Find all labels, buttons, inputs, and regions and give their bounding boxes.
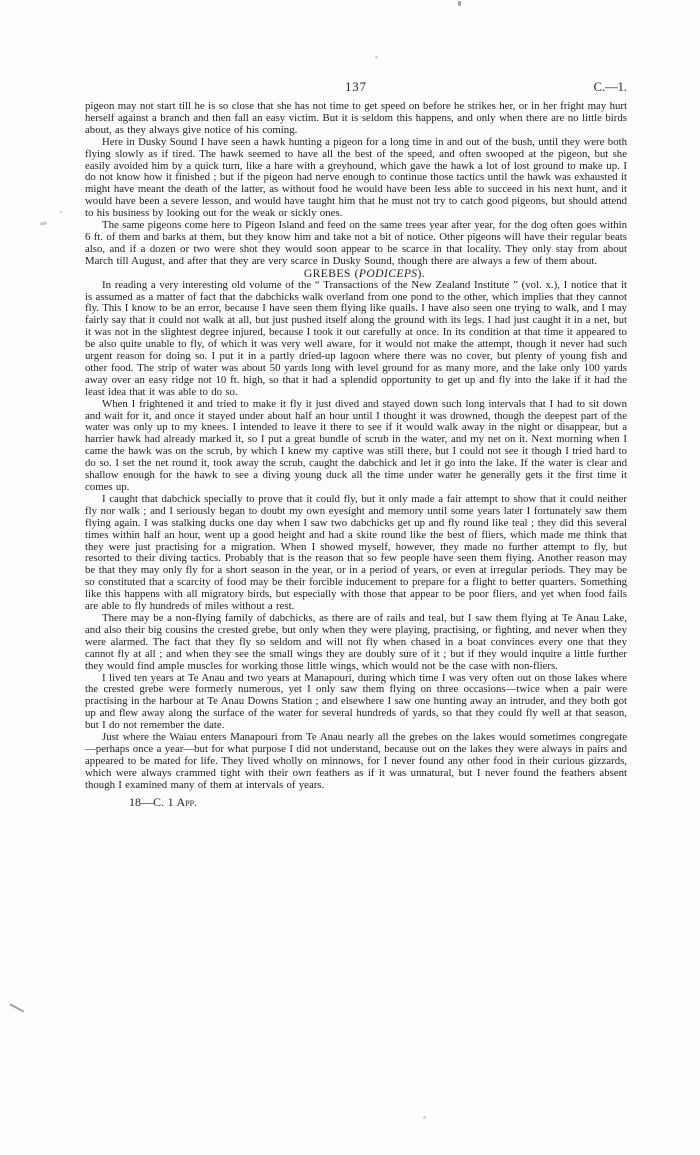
paragraph-te-anau-years: I lived ten years at Te Anau and two years at Manapouri, during which time I was very often out on those lakes where the crested grebe were formerly numerous, yet I only saw them flying on three occasions—twice when a pair were practising in the harbour at Te Anau Downs Station ; and elsewhere I saw one hunting away an intruder, and they both got up and flew away along the surface of the water for several hundreds of yards, so that they could fly well at that season, but I do not remember the date. <box>85 671 627 732</box>
scan-speck <box>458 1 461 6</box>
margin-pen-mark <box>10 1003 25 1012</box>
running-head <box>85 80 627 96</box>
heading-species-name: PODICEPS <box>358 266 418 280</box>
scan-speck <box>423 1116 426 1119</box>
scan-speck <box>40 221 47 225</box>
paragraph-transactions-dabchick: In reading a very interesting old volume of the “ Transactions of the New Zealand Institute ” (vol. x.), I notice that it is assumed as a matter of fact that the dabchicks walk overland from one pond to the other, which implies that they cannot fly. This I know to be an error, because I have seen them flying like quails. I have also seen one trying to walk, and I may fairly say that it could not walk at all, but just pushed itself along the ground with its legs. I had just caught it in a net, but it was not in the slightest degree injured, because I took it out carefully at once. In its condition at that time it appeared to be also quite unable to fly, of which it was very well aware, for it would not make the attempt, though it never had such urgent reason for doing so. I put it in a partly dried-up lagoon where there was no cover, but plenty of young fish and other food. The strip of water was about 50 yards long with level ground for as many more, and the lake only 100 yards away over an easy ridge not 10 ft. high, so that it had a splendid opportunity to get up and fly into the lake if it had the least idea that it was able to do so. <box>85 278 627 398</box>
paragraph-pigeon-escape: pigeon may not start till he is so close that she has not time to get speed on before he strikes her, or in her fright may hurt herself against a branch and then fall an easy victim. But it is seldom this happens, and only when there are no little birds about, as they always give notice of his coming. <box>85 100 627 136</box>
printer-signature: 18—C. 1 App. <box>129 794 198 809</box>
paragraph-waiau-grebes: Just where the Waiau enters Manapouri from Te Anau nearly all the grebes on the lakes would sometimes congregate—perhaps once a year—but for what purpose I did not understand, because out on the lakes they were always in pairs and appeared to be mated for life. They lived wholly on minnows, for I never found any other food in their curious gizzards, which were always crammed tight with their own feathers as if it was unnatural, but I never found the feathers absent though I examined many of them at intervals of years. <box>85 731 627 791</box>
paragraph-pigeon-island: The same pigeons come here to Pigeon Island and feed on the same trees year after year, for the dog often goes within 6 ft. of them and barks at them, but they know him and take not a bit of notice. Other pigeons will have their regular beats also, and if a dozen or two were shot they would soon appear to be scarce in that locality. They only stay from about March till August, and after that they are very scarce in Dusky Sound, though there are always a few of them about. <box>85 219 627 267</box>
heading-suffix: ). <box>417 266 426 280</box>
section-heading <box>85 268 627 280</box>
page-number: 137 <box>345 80 367 94</box>
scan-speck <box>59 211 63 213</box>
scan-speck <box>375 56 378 59</box>
folio-reference: C.—1. <box>593 80 627 94</box>
paragraph-hawk-hunting: Here in Dusky Sound I have seen a hawk hunting a pigeon for a long time in and out of the bush, until they were both flying slowly as if tired. The hawk seemed to have all the best of the speed, and often swooped at the pigeon, but she easily avoided him by a quick turn, like a hare with a greyhound, which gave the hawk a lot of lost ground to make up. I do not know how it finished ; but if the pigeon had nerve enough to continue those tactics until the hawk was exhausted it might have meant the death of the latter, as without food he would have been less able to succeed in his next hunt, and it would have been a severe lesson, and would have taught him that he must not try to catch good pigeons, but should attend to his business by looking out for the weak or sickly ones. <box>85 135 627 220</box>
paragraph-dabchick-diving: When I frightened it and tried to make it fly it just dived and stayed down such long intervals that I had to sit down and wait for it, and once it stayed under about half an hour until I thought it was drowned, though the deepest part of the water was only up to my knees. I intended to leave it there to see if it would walk away in the night or disappear, but a harrier hawk had already marked it, so I put a great bundle of scrub in the water, and my net on it. Next morning when I came the hawk was on the scrub, by which I knew my captive was still there, but I could not see it though I tried hard to do so. I set the net round it, took away the scrub, caught the dabchick and let it go into the lake. If the water is clear and shallow enough for the hawk to see a diving young duck all the time under water he generally gets it the first time it comes up. <box>85 397 627 493</box>
heading-prefix: GREBES ( <box>303 266 359 280</box>
paragraph-non-flying-family: There may be a non-flying family of dabchicks, as there are of rails and teal, but I saw them flying at Te Anau Lake, and also their big cousins the crested grebe, but only when they were playing, practising, or fighting, and never when they were alarmed. The fact that they fly so seldom and will not fly when chased in a boat convinces every one that they cannot fly at all ; and when they see the small wings they are doubly sure of it ; but if they would inquire a little further they would find ample muscles for working those little wings, which would not be the case with non-fliers. <box>85 611 627 672</box>
text-block <box>85 101 627 808</box>
paragraph-dabchick-flying-proof: I caught that dabchick specially to prove that it could fly, but it only made a fair attempt to show that it could neither fly nor walk ; and I seriously began to doubt my own eyesight and memory until some years later I fortunately saw them flying again. I was stalking ducks one day when I saw two dabchicks get up and fly round like teal ; they did this several times within half an hour, went up a good height and had a skite round like the best of fliers, which made me think that they were just practising for a migration. When I showed myself, however, they made no further attempt to fly, but resorted to their diving tactics. Probably that is the reason that so few people have seen them flying. Another reason may be that they may only fly for a short season in the year, or in a period of years, or even at irregular periods. They may be so constituted that a scarcity of food may be their forcible inducement to prepare for a flight to better quarters. Something like this happens with all migratory birds, but especially with those that appear to be poor fliers, and yet when food fails are able to fly hundreds of miles without a rest. <box>85 492 627 613</box>
